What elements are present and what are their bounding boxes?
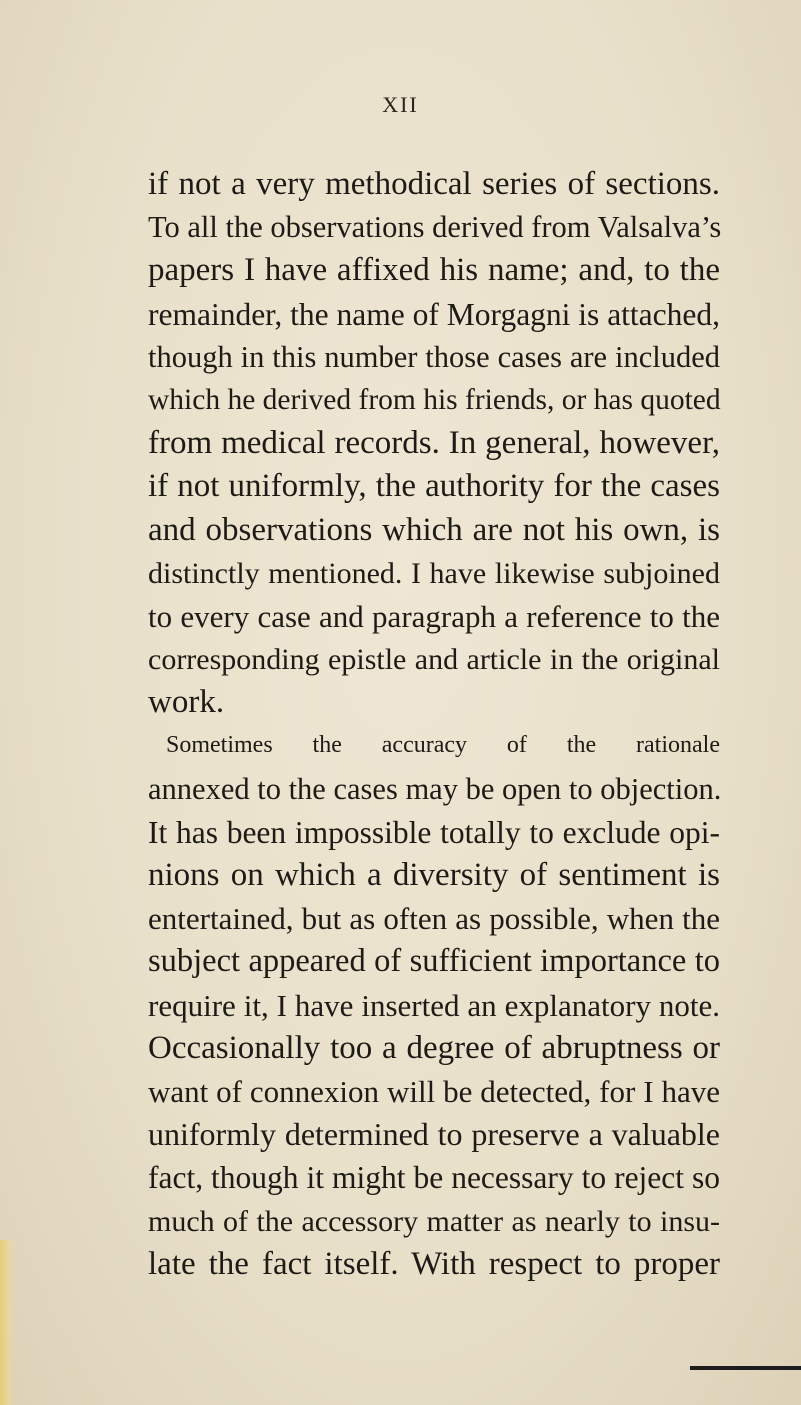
text-line: To all the observations derived from Valsalva’s: [148, 210, 722, 245]
text-line: subject appeared of sufficient importance to: [148, 943, 720, 980]
text-line: It has been impossible totally to exclude opi-: [148, 814, 720, 850]
text-line: papers I have affixed his name; and, to the: [148, 252, 720, 289]
text-line: nions on which a diversity of sentiment is: [148, 857, 720, 893]
page-edge-tint: [0, 1240, 14, 1405]
text-line: if not a very methodical series of sections.: [148, 166, 720, 202]
text-line: require it, I have inserted an explanatory note.: [148, 987, 720, 1023]
text-line: uniformly determined to preserve a valuable: [148, 1116, 720, 1153]
text-line: distinctly mentioned. I have likewise subjoined: [148, 556, 720, 590]
text-line: work.: [148, 684, 225, 721]
text-line: corresponding epistle and article in the original: [148, 643, 720, 677]
text-line: Occasionally too a degree of abruptness or: [148, 1029, 720, 1066]
bottom-rule: [690, 1366, 801, 1370]
body-text: [148, 163, 720, 1286]
text-line: remainder, the name of Morgagni is attached,: [148, 296, 720, 332]
text-line: want of connexion will be detected, for I have: [148, 1073, 720, 1109]
text-line: to every case and paragraph a reference to the: [148, 598, 720, 634]
text-line: though in this number those cases are included: [148, 339, 720, 374]
text-line: fact, though it might be necessary to reject so: [148, 1160, 720, 1196]
page-number: XII: [382, 92, 419, 117]
text-line: entertained, but as often as possible, when the: [148, 901, 720, 937]
text-line: much of the accessory matter as nearly to insu-: [148, 1204, 720, 1238]
text-line: from medical records. In general, however,: [148, 425, 720, 462]
text-line: if not uniformly, the authority for the cases: [148, 468, 720, 505]
text-line: which he derived from his friends, or has quoted: [148, 383, 721, 416]
text-line: late the fact itself. With respect to proper: [148, 1245, 720, 1282]
text-line: Sometimes the accuracy of the rationale: [166, 732, 720, 759]
text-line: and observations which are not his own, is: [148, 511, 720, 548]
text-line: annexed to the cases may be open to objection.: [148, 771, 722, 806]
